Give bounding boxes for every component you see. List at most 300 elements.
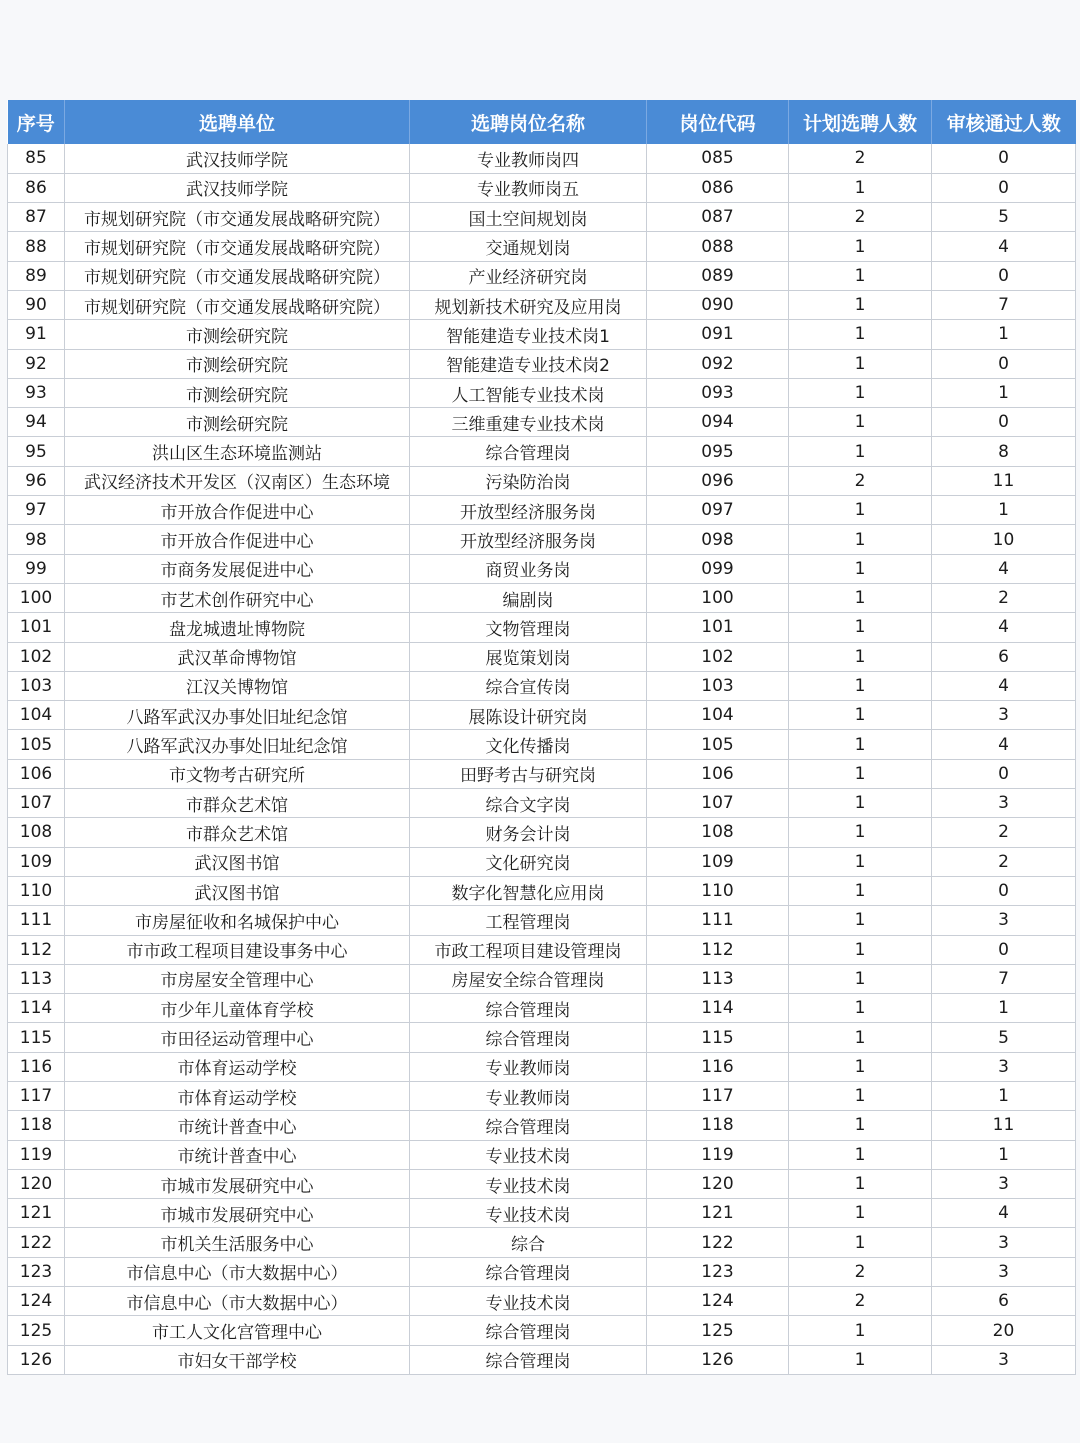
cell-position-name: 综合文字岗 [410,789,647,818]
cell-approved-count: 4 [932,232,1076,261]
cell-serial-number: 98 [8,525,65,554]
table-row [8,496,1076,525]
cell-unit: 市统计普查中心 [65,1140,410,1169]
table-row [8,525,1076,554]
cell-serial-number: 95 [8,437,65,466]
table-row [8,144,1076,173]
cell-position-name: 人工智能专业技术岗 [410,378,647,407]
cell-serial-number: 118 [8,1111,65,1140]
cell-serial-number: 99 [8,554,65,583]
table-row [8,203,1076,232]
table-row [8,378,1076,407]
cell-unit: 市城市发展研究中心 [65,1199,410,1228]
cell-position-name: 产业经济研究岗 [410,261,647,290]
cell-serial-number: 117 [8,1082,65,1111]
table-row [8,789,1076,818]
cell-position-code: 118 [647,1111,789,1140]
cell-position-code: 087 [647,203,789,232]
cell-position-name: 展览策划岗 [410,642,647,671]
cell-approved-count: 7 [932,964,1076,993]
cell-planned-count: 1 [789,1111,932,1140]
cell-position-code: 122 [647,1228,789,1257]
cell-approved-count: 3 [932,789,1076,818]
cell-position-name: 专业技术岗 [410,1169,647,1198]
cell-approved-count: 0 [932,144,1076,173]
cell-unit: 八路军武汉办事处旧址纪念馆 [65,730,410,759]
cell-planned-count: 1 [789,525,932,554]
cell-position-name: 综合管理岗 [410,1257,647,1286]
cell-unit: 市商务发展促进中心 [65,554,410,583]
cell-position-code: 088 [647,232,789,261]
cell-position-code: 110 [647,876,789,905]
cell-position-code: 094 [647,408,789,437]
cell-serial-number: 111 [8,906,65,935]
cell-serial-number: 88 [8,232,65,261]
cell-approved-count: 4 [932,1199,1076,1228]
table-row [8,1316,1076,1345]
cell-position-code: 113 [647,964,789,993]
cell-planned-count: 1 [789,1316,932,1345]
cell-position-name: 文物管理岗 [410,613,647,642]
cell-serial-number: 90 [8,290,65,319]
cell-approved-count: 8 [932,437,1076,466]
cell-unit: 八路军武汉办事处旧址纪念馆 [65,701,410,730]
cell-position-name: 编剧岗 [410,583,647,612]
table-row [8,759,1076,788]
cell-position-name: 综合管理岗 [410,1316,647,1345]
cell-approved-count: 3 [932,1052,1076,1081]
cell-position-code: 120 [647,1169,789,1198]
cell-planned-count: 1 [789,1228,932,1257]
cell-unit: 武汉图书馆 [65,847,410,876]
cell-approved-count: 1 [932,496,1076,525]
cell-position-name: 综合宣传岗 [410,671,647,700]
table-row [8,964,1076,993]
cell-unit: 武汉技师学院 [65,144,410,173]
cell-position-name: 专业教师岗 [410,1082,647,1111]
cell-position-name: 专业教师岗 [410,1052,647,1081]
cell-serial-number: 107 [8,789,65,818]
cell-position-code: 098 [647,525,789,554]
cell-position-code: 115 [647,1023,789,1052]
cell-approved-count: 0 [932,935,1076,964]
cell-unit: 武汉图书馆 [65,876,410,905]
cell-planned-count: 1 [789,964,932,993]
cell-position-code: 124 [647,1287,789,1316]
cell-position-name: 工程管理岗 [410,906,647,935]
cell-position-name: 房屋安全综合管理岗 [410,964,647,993]
cell-unit: 市规划研究院（市交通发展战略研究院） [65,203,410,232]
cell-position-code: 101 [647,613,789,642]
cell-serial-number: 113 [8,964,65,993]
cell-unit: 市机关生活服务中心 [65,1228,410,1257]
cell-planned-count: 1 [789,759,932,788]
table-row [8,1287,1076,1316]
cell-position-name: 综合管理岗 [410,437,647,466]
cell-unit: 洪山区生态环境监测站 [65,437,410,466]
cell-planned-count: 1 [789,583,932,612]
cell-planned-count: 1 [789,994,932,1023]
table-row [8,1052,1076,1081]
cell-serial-number: 120 [8,1169,65,1198]
cell-planned-count: 1 [789,554,932,583]
cell-approved-count: 2 [932,847,1076,876]
cell-position-name: 综合管理岗 [410,1345,647,1374]
cell-planned-count: 1 [789,935,932,964]
table-row [8,1345,1076,1374]
cell-serial-number: 96 [8,466,65,495]
cell-planned-count: 1 [789,349,932,378]
cell-unit: 市体育运动学校 [65,1082,410,1111]
table-row [8,1169,1076,1198]
cell-approved-count: 0 [932,349,1076,378]
cell-approved-count: 0 [932,261,1076,290]
cell-position-code: 102 [647,642,789,671]
cell-position-code: 107 [647,789,789,818]
cell-serial-number: 123 [8,1257,65,1286]
cell-unit: 武汉技师学院 [65,173,410,202]
table-row [8,847,1076,876]
cell-unit: 市统计普查中心 [65,1111,410,1140]
cell-unit: 市信息中心（市大数据中心） [65,1287,410,1316]
cell-unit: 市信息中心（市大数据中心） [65,1257,410,1286]
cell-position-code: 099 [647,554,789,583]
cell-unit: 市测绘研究院 [65,408,410,437]
cell-planned-count: 1 [789,818,932,847]
cell-position-name: 市政工程项目建设管理岗 [410,935,647,964]
cell-position-name: 智能建造专业技术岗2 [410,349,647,378]
cell-approved-count: 3 [932,701,1076,730]
table-row [8,876,1076,905]
cell-position-code: 096 [647,466,789,495]
cell-unit: 市少年儿童体育学校 [65,994,410,1023]
cell-serial-number: 86 [8,173,65,202]
cell-approved-count: 1 [932,1082,1076,1111]
cell-position-code: 090 [647,290,789,319]
cell-position-code: 086 [647,173,789,202]
cell-serial-number: 112 [8,935,65,964]
cell-unit: 武汉经济技术开发区（汉南区）生态环境 [65,466,410,495]
cell-position-name: 数字化智慧化应用岗 [410,876,647,905]
cell-unit: 市测绘研究院 [65,349,410,378]
cell-position-name: 专业教师岗五 [410,173,647,202]
table-row [8,1023,1076,1052]
cell-unit: 市城市发展研究中心 [65,1169,410,1198]
cell-unit: 市文物考古研究所 [65,759,410,788]
cell-serial-number: 101 [8,613,65,642]
cell-approved-count: 7 [932,290,1076,319]
cell-approved-count: 11 [932,1111,1076,1140]
cell-planned-count: 2 [789,203,932,232]
cell-planned-count: 1 [789,378,932,407]
cell-unit: 市群众艺术馆 [65,818,410,847]
cell-serial-number: 104 [8,701,65,730]
cell-position-code: 100 [647,583,789,612]
table-row [8,320,1076,349]
cell-position-name: 开放型经济服务岗 [410,525,647,554]
cell-position-name: 文化传播岗 [410,730,647,759]
table-row [8,1111,1076,1140]
cell-position-code: 108 [647,818,789,847]
cell-planned-count: 1 [789,408,932,437]
cell-approved-count: 1 [932,320,1076,349]
cell-approved-count: 11 [932,466,1076,495]
cell-position-name: 污染防治岗 [410,466,647,495]
cell-planned-count: 1 [789,642,932,671]
cell-unit: 市开放合作促进中心 [65,525,410,554]
cell-unit: 市艺术创作研究中心 [65,583,410,612]
cell-serial-number: 121 [8,1199,65,1228]
cell-approved-count: 6 [932,1287,1076,1316]
cell-position-name: 综合管理岗 [410,1023,647,1052]
cell-unit: 江汉关博物馆 [65,671,410,700]
table-row [8,408,1076,437]
table-row [8,613,1076,642]
table-body [8,144,1076,1374]
cell-approved-count: 2 [932,583,1076,612]
cell-planned-count: 1 [789,789,932,818]
cell-approved-count: 1 [932,994,1076,1023]
cell-serial-number: 122 [8,1228,65,1257]
cell-planned-count: 1 [789,496,932,525]
cell-planned-count: 1 [789,320,932,349]
header-planned-count: 计划选聘人数 [789,100,932,144]
cell-position-name: 综合 [410,1228,647,1257]
cell-unit: 市房屋征收和名城保护中心 [65,906,410,935]
table-row [8,935,1076,964]
table-row [8,906,1076,935]
cell-position-name: 国土空间规划岗 [410,203,647,232]
cell-planned-count: 1 [789,1169,932,1198]
cell-unit: 市规划研究院（市交通发展战略研究院） [65,261,410,290]
table-row [8,818,1076,847]
cell-planned-count: 1 [789,290,932,319]
cell-unit: 武汉革命博物馆 [65,642,410,671]
cell-approved-count: 3 [932,906,1076,935]
cell-unit: 市妇女干部学校 [65,1345,410,1374]
cell-approved-count: 6 [932,642,1076,671]
cell-position-code: 123 [647,1257,789,1286]
cell-planned-count: 2 [789,144,932,173]
cell-approved-count: 3 [932,1345,1076,1374]
cell-approved-count: 2 [932,818,1076,847]
cell-position-code: 089 [647,261,789,290]
cell-serial-number: 92 [8,349,65,378]
cell-planned-count: 2 [789,1257,932,1286]
cell-position-code: 114 [647,994,789,1023]
cell-position-code: 109 [647,847,789,876]
cell-serial-number: 91 [8,320,65,349]
cell-planned-count: 1 [789,847,932,876]
table-row [8,730,1076,759]
cell-position-code: 116 [647,1052,789,1081]
cell-position-name: 专业技术岗 [410,1140,647,1169]
header-row [8,100,1076,144]
cell-unit: 盘龙城遗址博物院 [65,613,410,642]
cell-approved-count: 3 [932,1169,1076,1198]
cell-planned-count: 1 [789,1345,932,1374]
cell-position-name: 展陈设计研究岗 [410,701,647,730]
cell-approved-count: 0 [932,759,1076,788]
cell-planned-count: 1 [789,1023,932,1052]
table-row [8,173,1076,202]
cell-serial-number: 94 [8,408,65,437]
cell-planned-count: 1 [789,876,932,905]
cell-unit: 市规划研究院（市交通发展战略研究院） [65,290,410,319]
cell-serial-number: 106 [8,759,65,788]
cell-approved-count: 4 [932,613,1076,642]
cell-planned-count: 1 [789,613,932,642]
cell-position-code: 093 [647,378,789,407]
cell-serial-number: 87 [8,203,65,232]
table-row [8,1257,1076,1286]
cell-serial-number: 100 [8,583,65,612]
cell-serial-number: 97 [8,496,65,525]
table-row [8,583,1076,612]
table-row [8,671,1076,700]
table-row [8,642,1076,671]
cell-position-name: 财务会计岗 [410,818,647,847]
cell-planned-count: 1 [789,671,932,700]
cell-position-name: 文化研究岗 [410,847,647,876]
cell-position-code: 121 [647,1199,789,1228]
cell-serial-number: 114 [8,994,65,1023]
cell-serial-number: 124 [8,1287,65,1316]
cell-approved-count: 0 [932,876,1076,905]
cell-serial-number: 125 [8,1316,65,1345]
table-row [8,437,1076,466]
table-row [8,554,1076,583]
cell-unit: 市规划研究院（市交通发展战略研究院） [65,232,410,261]
cell-approved-count: 5 [932,1023,1076,1052]
cell-position-code: 097 [647,496,789,525]
cell-position-name: 专业教师岗四 [410,144,647,173]
table-row [8,1228,1076,1257]
cell-serial-number: 115 [8,1023,65,1052]
cell-position-name: 规划新技术研究及应用岗 [410,290,647,319]
cell-approved-count: 4 [932,554,1076,583]
cell-approved-count: 3 [932,1228,1076,1257]
table-row [8,232,1076,261]
cell-serial-number: 93 [8,378,65,407]
cell-approved-count: 10 [932,525,1076,554]
cell-planned-count: 1 [789,1052,932,1081]
cell-position-code: 119 [647,1140,789,1169]
cell-unit: 市测绘研究院 [65,378,410,407]
cell-position-name: 专业技术岗 [410,1199,647,1228]
cell-serial-number: 119 [8,1140,65,1169]
table-row [8,701,1076,730]
cell-planned-count: 1 [789,1199,932,1228]
cell-unit: 市工人文化宫管理中心 [65,1316,410,1345]
cell-position-code: 106 [647,759,789,788]
cell-position-code: 111 [647,906,789,935]
table-row [8,1082,1076,1111]
table-row [8,290,1076,319]
cell-planned-count: 1 [789,730,932,759]
cell-unit: 市田径运动管理中心 [65,1023,410,1052]
table-header [8,100,1076,144]
cell-position-name: 三维重建专业技术岗 [410,408,647,437]
cell-position-code: 112 [647,935,789,964]
cell-serial-number: 102 [8,642,65,671]
header-position-name: 选聘岗位名称 [410,100,647,144]
cell-position-code: 095 [647,437,789,466]
cell-serial-number: 110 [8,876,65,905]
cell-planned-count: 1 [789,173,932,202]
table-row [8,349,1076,378]
cell-approved-count: 20 [932,1316,1076,1345]
cell-planned-count: 1 [789,1082,932,1111]
cell-approved-count: 0 [932,408,1076,437]
cell-planned-count: 1 [789,261,932,290]
cell-position-name: 综合管理岗 [410,994,647,1023]
cell-position-code: 091 [647,320,789,349]
cell-unit: 市体育运动学校 [65,1052,410,1081]
cell-serial-number: 103 [8,671,65,700]
cell-planned-count: 1 [789,232,932,261]
cell-position-name: 田野考古与研究岗 [410,759,647,788]
cell-position-name: 开放型经济服务岗 [410,496,647,525]
header-unit: 选聘单位 [65,100,410,144]
table-row [8,261,1076,290]
cell-position-code: 104 [647,701,789,730]
cell-position-name: 商贸业务岗 [410,554,647,583]
cell-planned-count: 2 [789,1287,932,1316]
cell-approved-count: 1 [932,1140,1076,1169]
header-approved-count: 审核通过人数 [932,100,1076,144]
cell-position-code: 103 [647,671,789,700]
cell-position-code: 085 [647,144,789,173]
cell-position-code: 092 [647,349,789,378]
cell-position-name: 智能建造专业技术岗1 [410,320,647,349]
cell-planned-count: 1 [789,701,932,730]
cell-approved-count: 3 [932,1257,1076,1286]
cell-unit: 市市政工程项目建设事务中心 [65,935,410,964]
cell-position-code: 126 [647,1345,789,1374]
cell-position-name: 综合管理岗 [410,1111,647,1140]
cell-unit: 市开放合作促进中心 [65,496,410,525]
cell-serial-number: 116 [8,1052,65,1081]
table-row [8,994,1076,1023]
table-row [8,1140,1076,1169]
cell-position-name: 交通规划岗 [410,232,647,261]
cell-planned-count: 1 [789,437,932,466]
cell-approved-count: 0 [932,173,1076,202]
cell-serial-number: 126 [8,1345,65,1374]
cell-approved-count: 4 [932,671,1076,700]
cell-serial-number: 109 [8,847,65,876]
header-serial-number: 序号 [8,100,65,144]
table-row [8,466,1076,495]
table-row [8,1199,1076,1228]
cell-position-code: 125 [647,1316,789,1345]
cell-position-code: 105 [647,730,789,759]
cell-planned-count: 2 [789,466,932,495]
cell-unit: 市群众艺术馆 [65,789,410,818]
cell-unit: 市测绘研究院 [65,320,410,349]
cell-planned-count: 1 [789,1140,932,1169]
cell-serial-number: 105 [8,730,65,759]
cell-serial-number: 108 [8,818,65,847]
cell-unit: 市房屋安全管理中心 [65,964,410,993]
recruitment-table-sheet [7,100,1075,1375]
header-position-code: 岗位代码 [647,100,789,144]
cell-serial-number: 89 [8,261,65,290]
cell-serial-number: 85 [8,144,65,173]
cell-approved-count: 4 [932,730,1076,759]
cell-position-code: 117 [647,1082,789,1111]
